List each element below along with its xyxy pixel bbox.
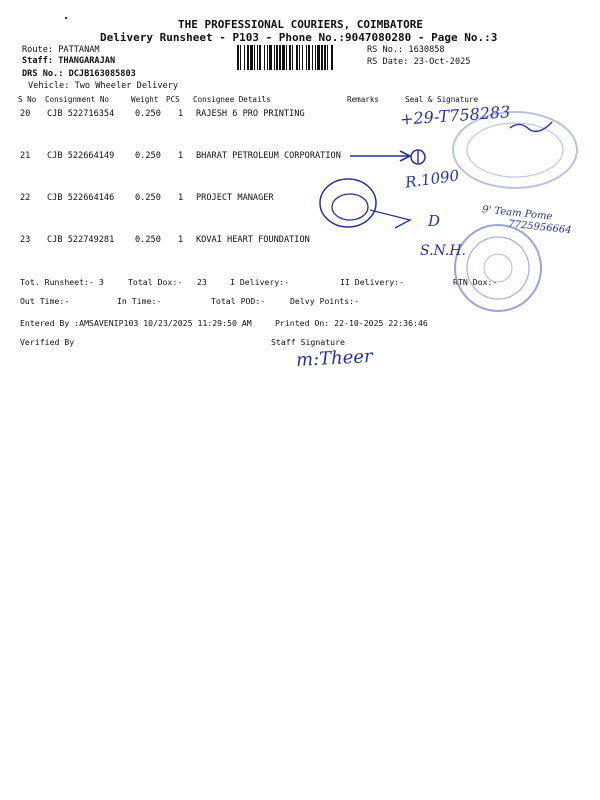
- row-consignee: KOVAI HEART FOUNDATION: [196, 235, 310, 245]
- runsheet-subtitle: Delivery Runsheet - P103 - Phone No.:9047080280 - Page No.:3: [100, 31, 498, 44]
- handwritten-row22-sign: D: [428, 212, 441, 230]
- handwritten-row21: R.1090: [404, 166, 461, 192]
- entered-by: Entered By :AMSAVENIP103 10/23/2025 11:29:50 AM: [20, 318, 252, 328]
- i-delivery: I Delivery:-: [230, 277, 290, 287]
- staff-signature: m:Theer: [295, 346, 374, 371]
- col-sno: S No: [18, 95, 37, 104]
- staff-label: Staff: THANGARAJAN: [22, 56, 116, 66]
- row-consignment: CJB 522716354: [47, 109, 115, 119]
- row-pcs: 1: [178, 235, 184, 245]
- col-consignment: Consignment No: [45, 95, 110, 104]
- printed-on: Printed On: 22-10-2025 22:36:46: [275, 318, 428, 328]
- col-pcs: PCS: [166, 95, 180, 104]
- total-dox-value: 23: [197, 277, 207, 287]
- rtn-dox: RTN Dox:-: [453, 277, 498, 287]
- row-sno: 21: [20, 151, 31, 161]
- in-time: In Time:-: [117, 296, 162, 306]
- col-weight: Weight: [131, 95, 159, 104]
- row-pcs: 1: [178, 151, 184, 161]
- row-pcs: 1: [178, 193, 184, 203]
- row-consignee: PROJECT MANAGER: [196, 193, 274, 203]
- drs-number: DRS No.: DCJB163085803: [22, 69, 136, 79]
- delvy-points: Delvy Points:-: [290, 296, 360, 306]
- row-pcs: 1: [178, 109, 184, 119]
- row-sno: 20: [20, 109, 31, 119]
- row-weight: 0.250: [135, 193, 161, 203]
- handwritten-row22-phone: 7725956664: [507, 218, 573, 237]
- vehicle-label: Vehicle: Two Wheeler Delivery: [28, 81, 179, 91]
- verified-by: Verified By: [20, 337, 75, 347]
- row-consignment: CJB 522749281: [47, 235, 115, 245]
- out-time: Out Time:-: [20, 296, 70, 306]
- ii-delivery: II Delivery:-: [340, 277, 405, 287]
- route-label: Route: PATTANAM: [22, 45, 100, 55]
- row-consignee: BHARAT PETROLEUM CORPORATION: [196, 151, 341, 161]
- company-name: THE PROFESSIONAL COURIERS, COIMBATORE: [178, 18, 424, 31]
- total-dox-label: Total Dox:-: [128, 277, 183, 287]
- handwritten-row22: 9' Team Pome: [481, 204, 553, 223]
- total-pod: Total POD:-: [211, 296, 266, 306]
- staff-signature-label: Staff Signature: [271, 337, 345, 347]
- print-dot: [65, 17, 67, 19]
- rs-date: RS Date: 23-Oct-2025: [367, 57, 471, 67]
- col-seal-signature: Seal & Signature: [405, 95, 479, 104]
- handwritten-row20: +29-T758283: [399, 102, 511, 129]
- row-sno: 22: [20, 193, 31, 203]
- row-weight: 0.250: [135, 151, 161, 161]
- row-consignment: CJB 522664149: [47, 151, 115, 161]
- row-weight: 0.250: [135, 235, 161, 245]
- row-sno: 23: [20, 235, 31, 245]
- col-remarks: Remarks: [347, 95, 380, 104]
- row-weight: 0.250: [135, 109, 161, 119]
- row-consignee: RAJESH 6 PRO PRINTING: [196, 109, 305, 119]
- tot-runsheet: Tot. Runsheet:- 3: [20, 277, 104, 287]
- row-consignment: CJB 522664146: [47, 193, 115, 203]
- col-consignee: Consignee Details: [193, 95, 271, 104]
- rs-number: RS No.: 1630858: [367, 45, 445, 55]
- handwritten-row23: S.N.H.: [420, 243, 467, 259]
